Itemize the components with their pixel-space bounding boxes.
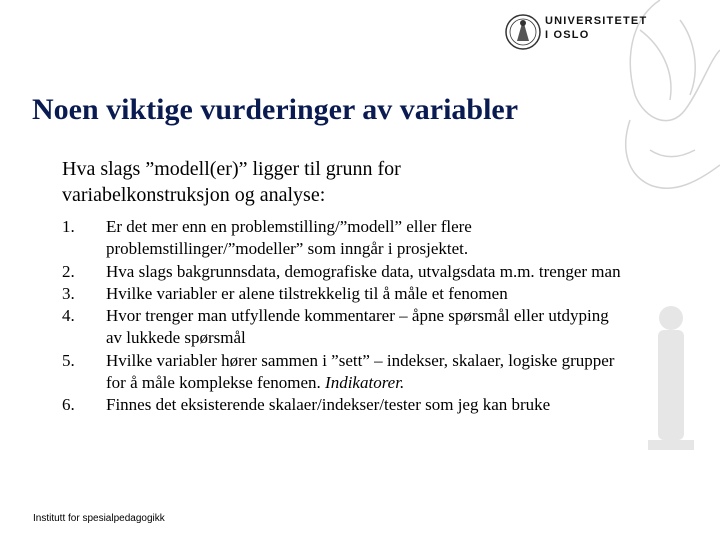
list-text-main: Hvilke variabler hører sammen i ”sett” – indekser, skalaer, logiske grupper for å måle komplekse fenomen. [106,350,615,393]
list-item [62,283,622,305]
intro-text: Hva slags ”modell(er)” ligger til grunn for variabelkonstruksjon og analyse: [62,158,401,206]
list-item [62,394,622,416]
university-name-line2: I OSLO [545,29,590,41]
list-text: Hvilke variabler er alene tilstrekkelig til å måle et fenomen [106,283,508,303]
list-item [62,350,622,395]
list-number: 6. [62,395,75,415]
university-name [545,14,647,42]
list-item [62,305,622,350]
list-number: 5. [62,350,75,370]
university-name-line1: UNIVERSITETET [545,15,648,27]
list-number: 4. [62,306,75,326]
list-number: 2. [62,261,75,281]
list-emphasis: Indikatorer. [325,373,405,393]
list-text: Er det mer enn en problemstilling/”modell” eller flere problemstillinger/”modeller” som inngår i prosjektet. [106,217,472,259]
list-text: Hvor trenger man utfyllende kommentarer – åpne spørsmål eller utdyping av lukkede spørsmål [106,306,609,348]
list-number: 1. [62,217,75,236]
list-text: Hva slags bakgrunnsdata, demografiske data, utvalgsdata m.m. trenger man [106,261,621,281]
list-text [106,350,622,395]
slide-title: Noen viktige vurderinger av variabler [32,93,519,126]
list-number: 3. [62,283,75,303]
list-item [62,216,622,261]
list-text: Finnes det eksisterende skalaer/indekser/tester som jeg kan bruke [106,395,551,415]
footer-institute: Institutt for spesialpedagogikk [33,513,165,524]
list-item [62,261,622,283]
question-list [62,216,622,417]
